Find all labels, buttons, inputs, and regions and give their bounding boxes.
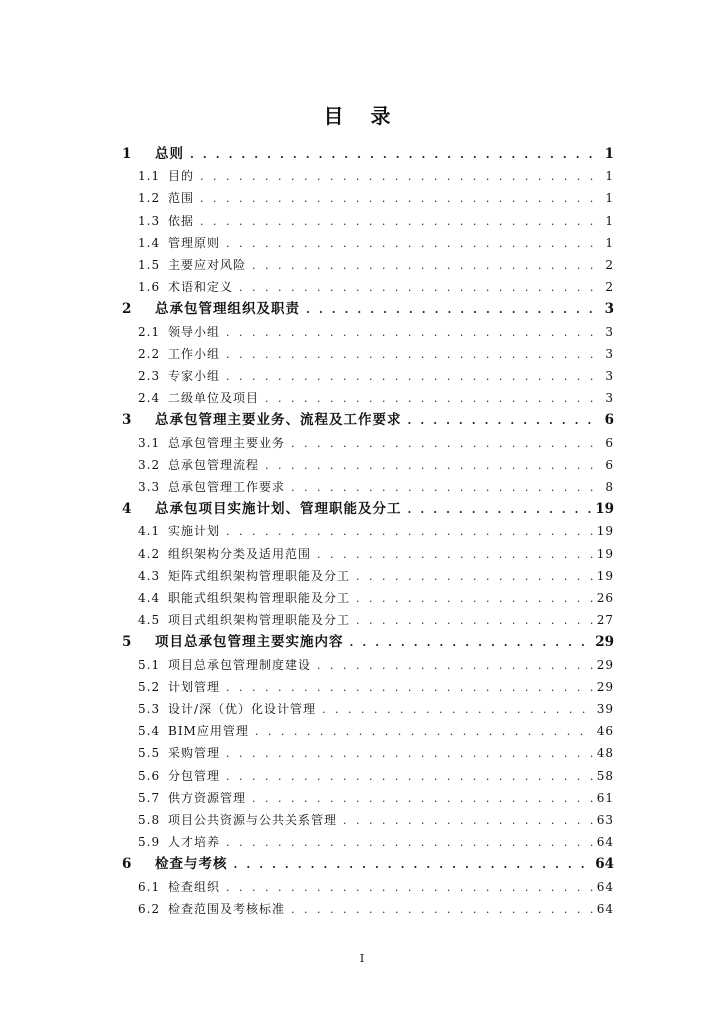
- toc-section-entry[interactable]: [138, 876, 614, 898]
- toc-dot-leader: [291, 477, 600, 499]
- toc-entry-page: 1: [605, 235, 614, 250]
- toc-entry-label: 供方资源管理: [168, 790, 247, 805]
- toc-entry-number: 5.4: [138, 724, 161, 739]
- toc-entry-label: 职能式组织架构管理职能及分工: [168, 591, 351, 605]
- page-number: I: [359, 952, 365, 965]
- toc-section-entry[interactable]: [138, 742, 614, 764]
- toc-entry-page: 6: [604, 412, 614, 429]
- toc-section-entry[interactable]: [138, 831, 614, 853]
- toc-section-entry[interactable]: [138, 520, 614, 542]
- toc-entry-page: 64: [596, 835, 614, 850]
- toc-dot-leader: [200, 166, 600, 188]
- toc-section-entry[interactable]: [138, 543, 614, 565]
- toc-entry-number: 1.5: [138, 258, 161, 272]
- toc-entry-number: 4.4: [138, 591, 161, 605]
- toc-entry-number: 6.2: [138, 901, 161, 916]
- toc-dot-leader: [306, 299, 600, 321]
- toc-entry-number: 3.3: [138, 480, 161, 494]
- toc-entry-number: 5.8: [138, 813, 161, 827]
- toc-entry-number: 1.1: [138, 169, 161, 184]
- toc-section-entry[interactable]: [138, 432, 614, 454]
- toc-dot-leader: [317, 544, 593, 566]
- toc-dot-leader: [200, 188, 600, 210]
- toc-dot-leader: [226, 743, 593, 765]
- toc-entry-number: 4.3: [138, 568, 161, 583]
- toc-section-entry[interactable]: [138, 654, 614, 676]
- toc-dot-leader: [252, 788, 593, 810]
- toc-section-entry[interactable]: [138, 187, 614, 209]
- toc-entry-number: 1: [122, 146, 132, 162]
- toc-entry-page: 2: [605, 280, 614, 295]
- toc-entry-page: 1: [605, 213, 614, 228]
- toc-dot-leader: [234, 854, 592, 876]
- toc-entry-page: 61: [596, 790, 614, 805]
- toc-dot-leader: [226, 832, 593, 854]
- toc-entry-page: 64: [595, 856, 614, 873]
- toc-entry-number: 5.9: [138, 835, 161, 850]
- toc-entry-number: 2.3: [138, 369, 161, 383]
- toc-entry-number: 2.4: [138, 391, 161, 406]
- toc-entry-page: 3: [604, 301, 614, 318]
- toc-dot-leader: [226, 877, 593, 899]
- toc-entry-number: 1.6: [138, 280, 161, 295]
- toc-entry-label: 人才培养: [168, 835, 221, 850]
- toc-entry-page: 6: [605, 435, 614, 450]
- toc-entry-label: 组织架构分类及适用范围: [168, 546, 312, 561]
- toc-entry-page: 27: [596, 613, 614, 628]
- toc-entry-label: 管理原则: [168, 235, 221, 250]
- toc-entry-number: 5.7: [138, 790, 161, 805]
- toc-entry-label: 依据: [168, 213, 195, 228]
- toc-section-entry[interactable]: [138, 276, 614, 298]
- toc-entry-label: 术语和定义: [168, 280, 234, 295]
- toc-entry-number: 5.3: [138, 702, 161, 716]
- toc-entry-label: 总承包项目实施计划、管理职能及分工: [155, 501, 402, 518]
- toc-dot-leader: [239, 277, 600, 299]
- toc-entry-label: 主要应对风险: [168, 258, 247, 272]
- toc-entry-label: 总承包管理流程: [168, 457, 260, 472]
- toc-entry-label: 总承包管理主要业务: [168, 435, 286, 450]
- toc-section-entry[interactable]: [138, 365, 614, 387]
- toc-chapter-entry[interactable]: [122, 143, 614, 165]
- toc-chapter-entry[interactable]: [122, 853, 614, 875]
- toc-entry-page: 3: [605, 324, 614, 339]
- toc-entry-page: 19: [596, 524, 614, 539]
- toc-dot-leader: [322, 699, 593, 721]
- toc-entry-label: 总承包管理主要业务、流程及工作要求: [155, 412, 402, 429]
- toc-dot-leader: [408, 499, 592, 521]
- toc-entry-label: 范围: [168, 191, 195, 206]
- toc-dot-leader: [356, 610, 593, 632]
- toc-entry-page: 3: [605, 369, 614, 383]
- toc-dot-leader: [350, 632, 592, 654]
- toc-entry-number: 5.6: [138, 768, 161, 783]
- toc-entry-number: 1.2: [138, 191, 161, 206]
- toc-entry-number: 5.5: [138, 746, 161, 761]
- toc-entry-label: 采购管理: [168, 746, 221, 761]
- toc-section-entry[interactable]: [138, 765, 614, 787]
- toc-entry-label: 领导小组: [168, 324, 221, 339]
- toc-entry-page: 58: [596, 768, 614, 783]
- toc-dot-leader: [200, 211, 600, 233]
- toc-section-entry[interactable]: [138, 565, 614, 587]
- toc-section-entry[interactable]: [138, 321, 614, 343]
- toc-section-entry[interactable]: [138, 210, 614, 232]
- toc-entry-number: 1.4: [138, 235, 161, 250]
- toc-section-entry[interactable]: [138, 232, 614, 254]
- toc-dot-leader: [317, 655, 593, 677]
- toc-entry-number: 3.1: [138, 435, 161, 450]
- toc-entry-label: 检查与考核: [155, 856, 228, 873]
- toc-entry-number: 5.1: [138, 657, 161, 672]
- toc-dot-leader: [356, 588, 593, 610]
- toc-section-entry[interactable]: [138, 387, 614, 409]
- toc-dot-leader: [255, 721, 593, 743]
- toc-section-entry[interactable]: [138, 343, 614, 365]
- toc-section-entry[interactable]: [138, 454, 614, 476]
- toc-entry-number: 6.1: [138, 879, 161, 894]
- toc-entry-page: 19: [596, 568, 614, 583]
- toc-entry-page: 64: [596, 879, 614, 894]
- toc-section-entry[interactable]: [138, 898, 614, 920]
- toc-section-entry[interactable]: [138, 609, 614, 631]
- toc-section-entry[interactable]: [138, 165, 614, 187]
- toc-entry-page: 29: [596, 657, 614, 672]
- toc-section-entry[interactable]: [138, 809, 614, 831]
- toc-dot-leader: [252, 255, 600, 277]
- toc-section-entry[interactable]: [138, 476, 614, 498]
- toc-chapter-entry[interactable]: [122, 298, 614, 320]
- toc-chapter-entry[interactable]: [122, 631, 614, 653]
- toc-dot-leader: [226, 766, 593, 788]
- toc-entry-label: 目的: [168, 169, 195, 184]
- toc-entry-number: 4: [122, 501, 132, 518]
- toc-dot-leader: [291, 899, 593, 921]
- toc-entry-number: 3.2: [138, 457, 161, 472]
- toc-entry-page: 6: [605, 457, 614, 472]
- toc-entry-label: 总则: [155, 146, 184, 162]
- toc-entry-page: 64: [596, 901, 614, 916]
- toc-section-entry[interactable]: [138, 698, 614, 720]
- toc-entry-label: 专家小组: [168, 369, 221, 383]
- toc-section-entry[interactable]: [138, 787, 614, 809]
- toc-entry-label: 实施计划: [168, 524, 221, 539]
- toc-entry-label: 矩阵式组织架构管理职能及分工: [168, 568, 351, 583]
- toc-entry-page: 26: [596, 591, 614, 605]
- toc-dot-leader: [291, 433, 600, 455]
- toc-entry-page: 48: [596, 746, 614, 761]
- toc-entry-page: 8: [605, 480, 614, 494]
- toc-entry-page: 29: [596, 679, 614, 694]
- toc-entry-page: 29: [595, 634, 614, 651]
- toc-dot-leader: [226, 677, 593, 699]
- toc-section-entry[interactable]: [138, 587, 614, 609]
- toc-entry-label: 总承包管理组织及职责: [155, 301, 300, 318]
- toc-entry-number: 6: [122, 856, 132, 873]
- toc-dot-leader: [265, 455, 600, 477]
- toc-entry-number: 2: [122, 301, 132, 318]
- toc-entry-page: 39: [596, 702, 614, 716]
- toc-entry-page: 46: [596, 724, 614, 739]
- toc-title: 目 录: [323, 104, 401, 128]
- toc-dot-leader: [356, 566, 593, 588]
- toc-dot-leader: [343, 810, 593, 832]
- toc-entry-page: 3: [605, 346, 614, 361]
- toc-entry-label: BIM应用管理: [168, 724, 249, 739]
- toc-dot-leader: [265, 388, 600, 410]
- toc-section-entry[interactable]: [138, 254, 614, 276]
- toc-entry-label: 工作小组: [168, 346, 221, 361]
- toc-section-entry[interactable]: [138, 676, 614, 698]
- toc-chapter-entry[interactable]: [122, 498, 614, 520]
- toc-entry-page: 63: [596, 813, 614, 827]
- toc-entry-label: 计划管理: [168, 679, 221, 694]
- toc-entry-label: 项目总承包管理制度建设: [168, 657, 312, 672]
- toc-entry-number: 5.2: [138, 679, 161, 694]
- toc-entry-number: 3: [122, 412, 132, 429]
- toc-entry-label: 检查范围及考核标准: [168, 901, 286, 916]
- toc-entry-label: 项目式组织架构管理职能及分工: [168, 613, 351, 628]
- toc-dot-leader: [226, 233, 600, 255]
- toc-entry-label: 二级单位及项目: [168, 391, 260, 406]
- toc-entry-label: 设计/深（优）化设计管理: [168, 702, 317, 716]
- toc-entry-number: 4.5: [138, 613, 161, 628]
- toc-entry-page: 3: [605, 391, 614, 406]
- toc-entry-label: 总承包管理工作要求: [168, 480, 286, 494]
- toc-entry-label: 项目公共资源与公共关系管理: [168, 813, 338, 827]
- toc-entry-page: 1: [605, 169, 614, 184]
- toc-entry-number: 1.3: [138, 213, 161, 228]
- toc-entry-label: 分包管理: [168, 768, 221, 783]
- toc-chapter-entry[interactable]: [122, 409, 614, 431]
- toc-dot-leader: [226, 521, 593, 543]
- toc-entry-page: 1: [604, 146, 614, 162]
- toc-entry-page: 2: [605, 258, 614, 272]
- toc-entry-number: 2.2: [138, 346, 161, 361]
- toc-entry-number: 4.1: [138, 524, 161, 539]
- toc-entry-number: 2.1: [138, 324, 161, 339]
- toc-entry-page: 19: [596, 546, 614, 561]
- toc-dot-leader: [190, 144, 600, 166]
- toc-entry-number: 5: [122, 634, 132, 651]
- toc-dot-leader: [226, 366, 600, 388]
- toc-entry-number: 4.2: [138, 546, 161, 561]
- toc-entry-label: 检查组织: [168, 879, 221, 894]
- toc-dot-leader: [226, 322, 600, 344]
- toc-dot-leader: [408, 410, 601, 432]
- toc-dot-leader: [226, 344, 600, 366]
- toc-entry-page: 1: [605, 191, 614, 206]
- toc-entry-page: 19: [595, 501, 614, 518]
- toc-section-entry[interactable]: [138, 720, 614, 742]
- toc-entry-label: 项目总承包管理主要实施内容: [155, 634, 344, 651]
